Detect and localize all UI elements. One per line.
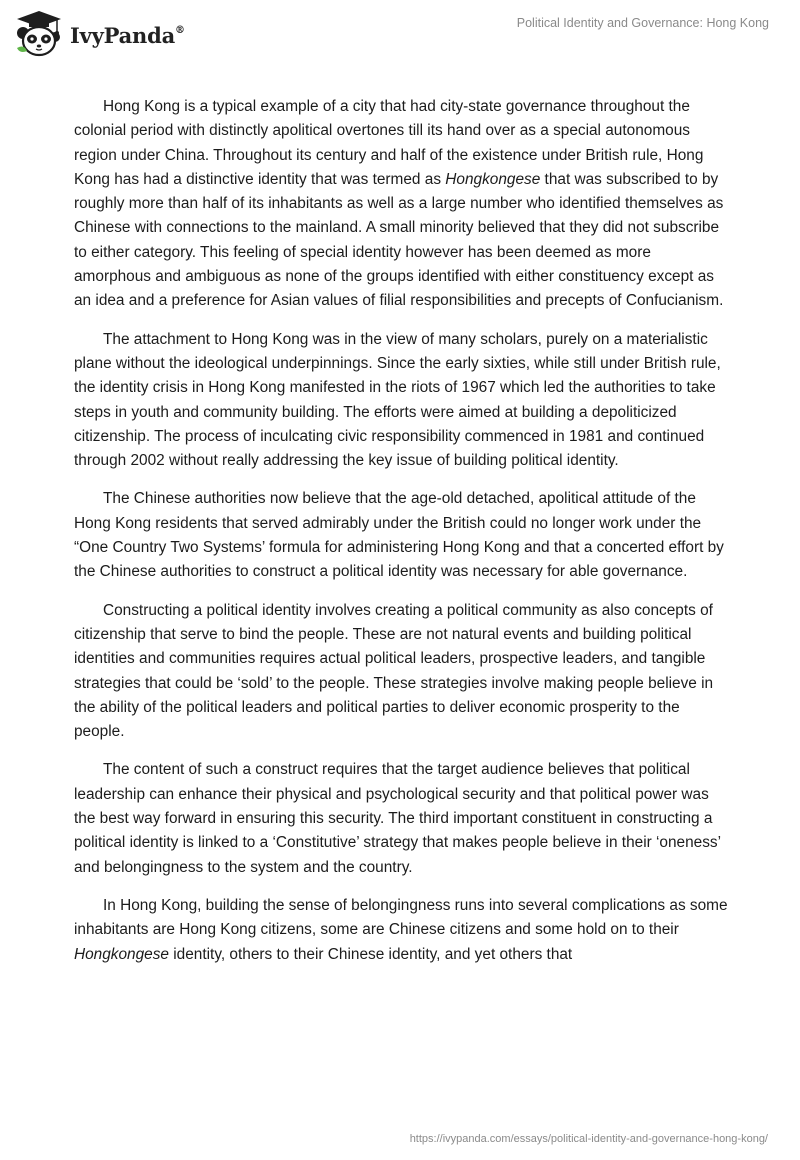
paragraph-3: The Chinese authorities now believe that the age-old detached, apolitical attitude of the Hong Kong residents that served admirably under the British could no longer work under the “One Country Two Systems’ formula for administering Hong Kong and that a concerted effort by the Chinese authorities to construct a political identity was necessary for able governance. xyxy=(74,490,724,581)
registered-mark: ® xyxy=(175,24,185,36)
page-header xyxy=(0,0,800,70)
source-url[interactable]: https://ivypanda.com/essays/political-identity-and-governance-hong-kong/ xyxy=(409,1133,768,1145)
essay-body xyxy=(74,95,729,981)
panda-graduate-icon xyxy=(14,8,64,58)
paragraph-5: The content of such a construct requires that the target audience believes that political leadership can enhance their physical and psychological security and that political power was the best way forward in ensuring this security. The third important constituent in constructing a political identity is linked to a ‘Constitutive’ strategy that makes people believe in their ‘oneness’ and belongingness to the system and the country. xyxy=(74,761,721,876)
document-title: Political Identity and Governance: Hong Kong xyxy=(516,16,769,30)
paragraph-6: In Hong Kong, building the sense of belongingness runs into several complications as some inhabitants are Hong Kong citizens, some are Chinese citizens and some hold on to their Hongkongese identity, others to their Chinese identity, and yet others that xyxy=(74,896,728,963)
paragraph-2: The attachment to Hong Kong was in the view of many scholars, purely on a materialistic plane without the ideological underpinnings. Since the early sixties, while still under British rule, the identity crisis in Hong Kong manifested in the riots of 1967 which led the authorities to take steps in youth and community building. The efforts were aimed at building a depoliticized citizenship. The process of inculcating civic responsibility commenced in 1981 and continued through 2002 without really addressing the key issue of building political identity. xyxy=(74,330,721,470)
brand-name: IvyPanda® xyxy=(70,22,185,48)
ivypanda-logo[interactable] xyxy=(14,8,185,58)
paragraph-4: Constructing a political identity involves creating a political community as also concepts of citizenship that serve to bind the people. These are not natural events and building political identities and communities requires actual political leaders, prospective leaders, and tangible strategies that could be ‘sold’ to the people. These strategies involve making people believe in the ability of the political leaders and political parties to deliver economic prosperity to the people. xyxy=(74,601,714,741)
paragraph-1: Hong Kong is a typical example of a city that had city-state governance throughout the colonial period with distinctly apolitical overtones till its hand over as a special autonomous region under China. Throughout its century and half of the existence under British rule, Hong Kong has had a distinctive identity that was termed as Hongkongese that was subscribed to by roughly more than half of its inhabitants as well as a large number who identified themselves as Chinese with connections to the mainland. A small minority believed that they did not subscribe to either category. This feeling of special identity however has been deemed as more amorphous and ambiguous as none of the groups identified with either constituency except as an idea and a preference for Asian values of filial responsibilities and precepts of Confucianism. xyxy=(74,98,724,310)
